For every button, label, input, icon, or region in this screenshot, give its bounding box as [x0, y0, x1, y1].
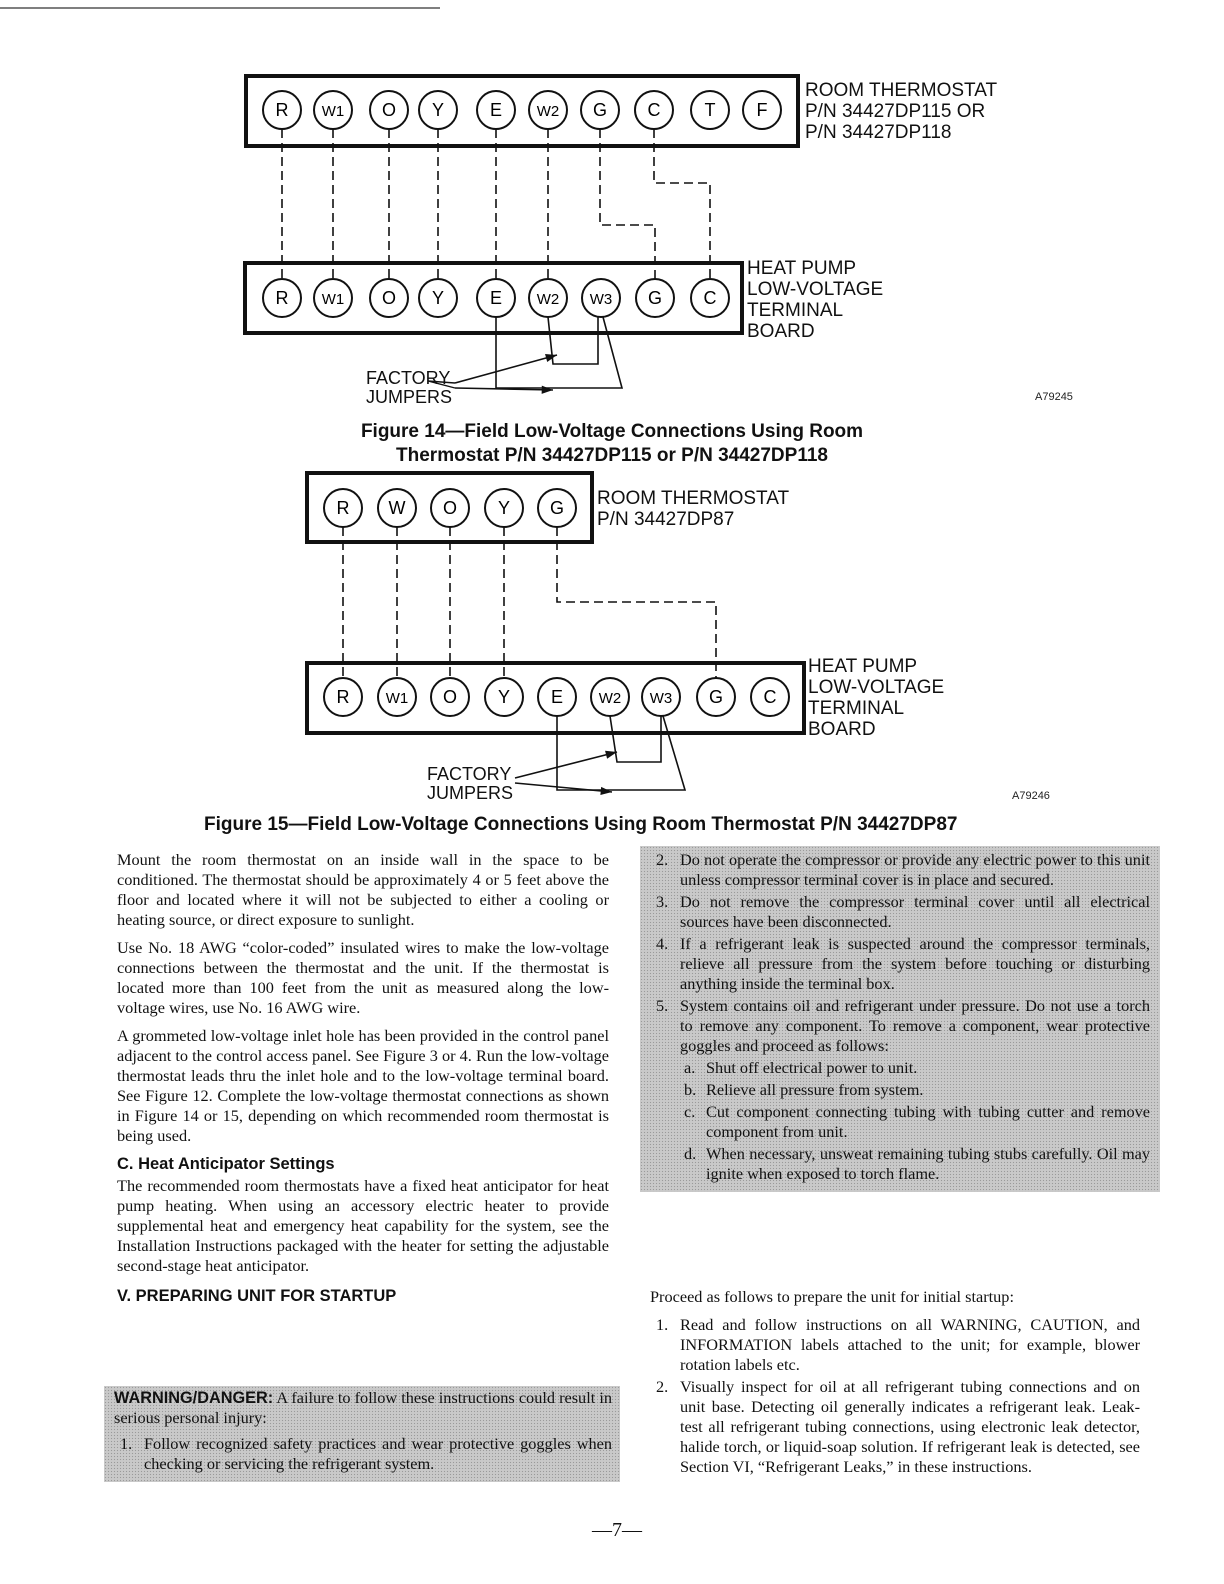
fig14-board-terminal-label: C — [703, 288, 717, 308]
item-number: a. — [684, 1058, 696, 1077]
fig14-thermostat-terminal-label: E — [489, 100, 503, 120]
list-item — [650, 892, 1150, 932]
label-line: BOARD — [808, 719, 876, 740]
warning-label: WARNING/DANGER: — [114, 1389, 274, 1407]
label-line: HEAT PUMP — [747, 258, 857, 279]
fig15-jumpers-label — [427, 765, 513, 803]
fig14-thermostat-terminal-label: F — [756, 100, 768, 120]
paragraph: A grommeted low-voltage inlet hole has been provided in the control panel adjacent to the control access panel. See Figure 3 or 4. Run the low-voltage thermostat leads thru the inlet hole and to the low-voltage terminal board. See Figure 12. Complete the low-voltage thermostat connections as shown in Figure 14 or 15, depending on which recommended room thermostat is being used. — [117, 1026, 609, 1145]
fig15-caption: Figure 15—Field Low-Voltage Connections Using Room Thermostat P/N 34427DP87 — [204, 814, 958, 835]
item-number: 4. — [656, 934, 669, 953]
fig14-arrow — [455, 355, 557, 383]
fig15-board-terminal-label: E — [550, 687, 564, 707]
fig14-caption — [212, 420, 1012, 468]
item-text: Read and follow instructions on all WARNING, CAUTION, and INFORMATION labels attached to the unit; for example, blower rotation labels etc. — [680, 1315, 1140, 1374]
page-number: —7— — [592, 1519, 642, 1541]
fig15-thermostat-terminal-label: G — [549, 498, 565, 518]
fig14-code: A79245 — [1035, 391, 1073, 403]
list-item — [650, 934, 1150, 994]
fig14-board-terminal-label: W2 — [536, 291, 560, 308]
fig14-jumper-e-w3 — [496, 317, 622, 388]
fig14-arrow-head — [545, 354, 557, 362]
item-number: d. — [684, 1144, 697, 1163]
item-text: Follow recognized safety practices and wear protective goggles when checking or servicing the refrigerant system. — [144, 1434, 612, 1473]
label-line: BOARD — [747, 321, 815, 342]
fig15-board-label — [808, 656, 944, 740]
label-line: ROOM THERMOSTAT — [805, 80, 998, 101]
list-item — [678, 1102, 1150, 1142]
fig14-board-terminal-label: E — [489, 288, 503, 308]
item-text: Do not operate the compressor or provide any electric power to this unit unless compressor terminal cover is in place and secured. — [680, 850, 1150, 889]
list-item — [678, 1080, 1150, 1100]
fig14-wire-c — [654, 129, 710, 279]
list-item — [678, 1144, 1150, 1184]
fig14-board-label — [747, 258, 883, 342]
item-number: 2. — [656, 1377, 669, 1396]
fig14-jumpers-label — [366, 369, 452, 407]
paragraph: The recommended room thermostats have a fixed heat anticipator for heat pump heating. When using an accessory electric heater to provide supplemental heat and emergency heat capability for the system, see the Installation Instructions packaged with the heater for setting the adjustable second-stage heat anticipator. — [117, 1176, 609, 1275]
fig15-jumper-e-w3 — [557, 716, 685, 790]
fig14-board-terminal-label: O — [381, 288, 397, 308]
fig14-thermostat-terminal-label: G — [592, 100, 608, 120]
item-number: 2. — [656, 850, 669, 869]
fig14-board-terminal-label: W1 — [321, 291, 345, 308]
warning-box-right — [640, 846, 1160, 1192]
fig15-thermostat-terminal-label: Y — [497, 498, 511, 518]
warning-item — [114, 1434, 612, 1474]
item-text: When necessary, unsweat remaining tubing stubs carefully. Oil may ignite when exposed to torch flame. — [706, 1144, 1150, 1183]
fig14-thermostat-terminal-label: T — [704, 100, 716, 120]
label-line: LOW-VOLTAGE — [747, 279, 884, 300]
fig15-board-terminal-label: G — [708, 687, 724, 707]
item-number: 1. — [120, 1434, 133, 1453]
list-item — [650, 1315, 1140, 1375]
fig15-wire-g — [557, 527, 716, 679]
fig14-thermostat-terminal-label: C — [647, 100, 661, 120]
list-item — [678, 1058, 1150, 1078]
fig14-thermostat-terminal-label: O — [381, 100, 397, 120]
item-number: 5. — [656, 996, 669, 1015]
item-number: 3. — [656, 892, 669, 911]
fig15-board-terminal-label: R — [336, 687, 350, 707]
fig15-thermostat-label — [597, 488, 789, 530]
item-text: Shut off electrical power to unit. — [706, 1058, 918, 1077]
fig15-board-terminal-label: Y — [497, 687, 511, 707]
caption-line: Thermostat P/N 34427DP115 or P/N 34427DP118 — [396, 445, 828, 466]
label-line: LOW-VOLTAGE — [808, 677, 945, 698]
label-line: FACTORY — [366, 368, 451, 388]
fig15-thermostat-terminal-label: R — [336, 498, 350, 518]
label-line: JUMPERS — [427, 783, 514, 803]
item-text: If a refrigerant leak is suspected around the compressor terminals, relieve all pressure from the system before touching or disturbing anything inside the terminal box. — [680, 934, 1150, 993]
label-line: FACTORY — [427, 764, 512, 784]
fig14-board-terminal-label: G — [647, 288, 663, 308]
fig15-arrow-head — [600, 787, 612, 795]
caption-line: Figure 14—Field Low-Voltage Connections Using Room — [360, 421, 864, 442]
item-text: Do not remove the compressor terminal cover until all electrical sources have been disconnected. — [680, 892, 1150, 931]
fig14-thermostat-terminal-label: W2 — [536, 103, 560, 120]
item-text: Relieve all pressure from system. — [706, 1080, 924, 1099]
item-text: System contains oil and refrigerant under pressure. Do not use a torch to remove any component. To remove a component, wear protective goggles and proceed as follows: — [680, 996, 1150, 1055]
fig15-board-terminal-label: O — [442, 687, 458, 707]
item-number: 1. — [656, 1315, 669, 1334]
label-line: P/N 34427DP115 OR — [805, 101, 986, 122]
fig14-board-terminal-label: W3 — [589, 291, 613, 308]
label-line: JUMPERS — [366, 387, 453, 407]
list-item — [650, 996, 1150, 1056]
fig14-board-terminal-label: R — [275, 288, 289, 308]
fig15-board-terminal-label: W2 — [598, 690, 622, 707]
fig15-board-terminal-label: W1 — [385, 690, 409, 707]
fig14-arrow-head — [542, 386, 553, 394]
label-line: ROOM THERMOSTAT — [597, 488, 790, 509]
fig14-jumper-w2-w3 — [548, 317, 598, 364]
label-line: P/N 34427DP87 — [597, 509, 735, 530]
fig15-code: A79246 — [1012, 790, 1050, 802]
item-text: Visually inspect for oil at all refrigerant tubing connections and on unit base. Detecting oil generally indicates a refrigerant leak. Leak-test all refrigerant tubing connections, using electronic leak detector, halide torch, or liquid-soap solution. If refrigerant leak is detected, see Section VI, “Refrigerant Leaks,” in these instructions. — [680, 1377, 1140, 1476]
item-number: c. — [684, 1102, 696, 1121]
section-heading: C. Heat Anticipator Settings — [117, 1155, 335, 1173]
list-item — [650, 850, 1150, 890]
fig15-board-terminal-label: W3 — [649, 690, 673, 707]
fig14-board-terminal-label: Y — [431, 288, 445, 308]
label-line: TERMINAL — [808, 698, 905, 719]
warning-box-left — [104, 1386, 620, 1482]
paragraph: Proceed as follows to prepare the unit for initial startup: — [650, 1287, 1014, 1306]
fig14-thermostat-terminal-label: Y — [431, 100, 445, 120]
list-item — [650, 1377, 1140, 1477]
item-number: b. — [684, 1080, 697, 1099]
label-line: TERMINAL — [747, 300, 844, 321]
right-column — [650, 1287, 1140, 1479]
fig15-thermostat-terminal-label: O — [442, 498, 458, 518]
fig15-thermostat-terminal-label: W — [388, 498, 406, 518]
paragraph: Use No. 18 AWG “color-coded” insulated wires to make the low-voltage connections between the thermostat and the unit. If the thermostat is located more than 100 feet from the unit as measured along the low-voltage wires, use No. 16 AWG wire. — [117, 938, 609, 1017]
fig14-thermostat-terminal-label: R — [275, 100, 289, 120]
item-text: Cut component connecting tubing with tubing cutter and remove component from unit. — [706, 1102, 1150, 1141]
fig14-thermostat-terminal-label: W1 — [321, 103, 345, 120]
fig14-thermostat-label — [805, 80, 997, 143]
fig15-jumper-w2-w3 — [610, 716, 661, 762]
paragraph: Mount the room thermostat on an inside wall in the space to be conditioned. The thermostat should be approximately 4 or 5 feet above the floor and located where it will not be subjected to either a cooling or heating source, or direct exposure to sunlight. — [117, 850, 609, 929]
fig15-board-terminal-label: C — [763, 687, 777, 707]
warning-text: A failure to follow these instructions could result in serious personal injury: — [114, 1388, 612, 1427]
label-line: P/N 34427DP118 — [805, 122, 952, 143]
fig14-wire-g — [600, 129, 655, 279]
section-heading: V. PREPARING UNIT FOR STARTUP — [117, 1287, 397, 1305]
label-line: HEAT PUMP — [808, 656, 918, 677]
left-column — [117, 850, 609, 1308]
fig15-arrow — [515, 752, 617, 778]
